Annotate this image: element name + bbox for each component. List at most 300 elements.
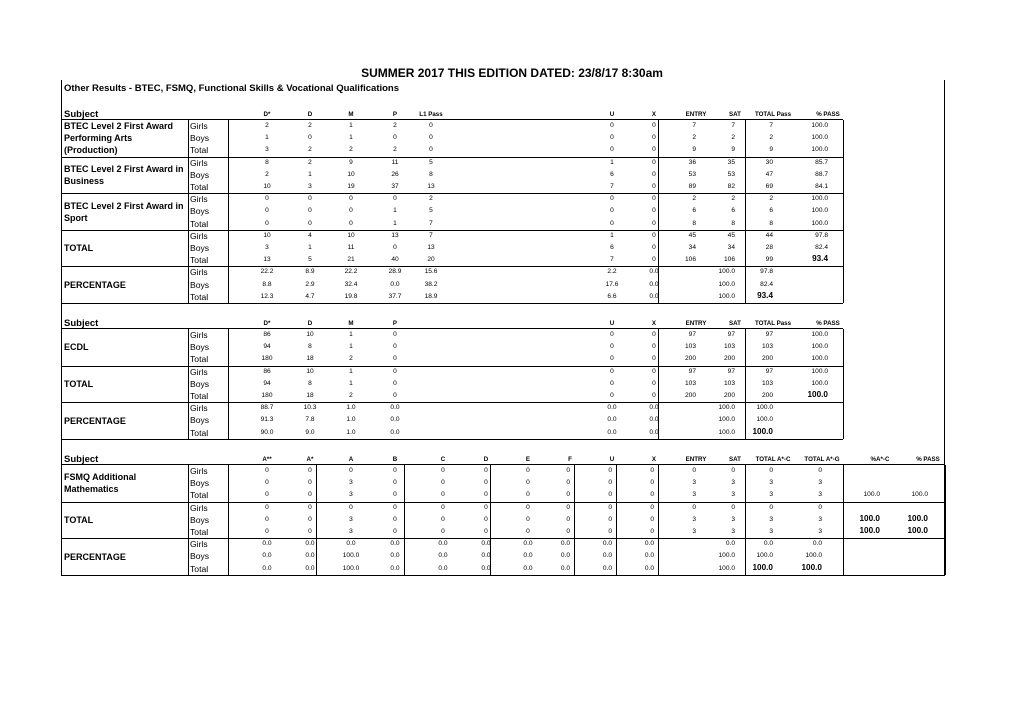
table-cell: 17.6: [605, 280, 619, 288]
table-cell: 0: [308, 219, 312, 227]
table-cell: 0.0: [390, 540, 400, 548]
table-cell: 0.0: [602, 540, 612, 548]
group-rule: [61, 575, 945, 576]
table-cell: 0: [608, 467, 612, 474]
table-cell: 0: [393, 331, 397, 338]
table-cell: 0: [652, 219, 656, 227]
table-cell: 5: [429, 207, 433, 215]
subject-label: ECDL: [64, 342, 89, 353]
column-header: D: [307, 320, 313, 327]
table-cell: 100.0: [718, 564, 735, 572]
table-cell: 100.0: [811, 207, 828, 215]
table-cell: 28.9: [388, 268, 402, 276]
table-cell: 103: [723, 343, 735, 351]
table-cell: 0: [393, 392, 397, 399]
table-cell: 0: [349, 219, 353, 227]
column-rule: [228, 329, 229, 366]
column-rule: [945, 465, 946, 502]
group-rule: [61, 366, 843, 367]
table-cell: 0: [652, 183, 656, 190]
table-cell: 100.0: [718, 280, 735, 288]
table-cell: 1.0: [346, 404, 356, 412]
table-cell: 7: [769, 122, 773, 129]
table-cell: 1: [610, 231, 614, 239]
table-cell: 3: [265, 244, 269, 251]
table-cell: 86: [263, 367, 271, 375]
table-cell: 0: [484, 491, 488, 499]
column-header: U: [609, 320, 615, 327]
table-cell: 0: [308, 467, 312, 474]
table-cell: 0: [610, 331, 614, 338]
row-label: Total: [190, 527, 209, 537]
table-cell: 0.0: [560, 564, 570, 572]
subject-label: TOTAL: [64, 378, 94, 389]
table-cell: 100.0: [805, 552, 822, 560]
table-cell: 35: [727, 158, 735, 166]
column-rule: [658, 329, 659, 366]
table-cell: 97.8: [815, 231, 828, 239]
group-rule: [61, 230, 843, 231]
row-label: Girls: [190, 403, 208, 414]
subject-label: TOTAL: [64, 514, 94, 525]
table-cell: 100.0: [752, 562, 773, 572]
section-header-rule: [61, 464, 945, 465]
table-cell: 0.0: [390, 280, 400, 288]
column-rule: [228, 465, 229, 502]
table-cell: 89: [688, 183, 696, 190]
table-cell: 0: [652, 146, 656, 154]
table-cell: 0.0: [763, 540, 773, 548]
row-label: Total: [190, 255, 209, 266]
column-rule: [945, 538, 946, 575]
table-cell: 100.0: [756, 552, 773, 560]
table-cell: 0.0: [481, 540, 491, 548]
table-cell: 103: [761, 379, 773, 387]
table-cell: 91.3: [260, 416, 274, 424]
table-cell: 0: [308, 528, 312, 535]
table-cell: 82.4: [760, 280, 773, 288]
table-cell: 0: [769, 467, 773, 474]
table-cell: 0: [610, 379, 614, 387]
column-rule: [843, 402, 844, 439]
row-label: Girls: [190, 121, 208, 131]
table-cell: 4.7: [305, 292, 315, 300]
table-cell: 2: [349, 355, 353, 363]
table-cell: 1.0: [346, 428, 356, 436]
table-cell: 0: [265, 219, 269, 227]
row-label: Total: [190, 490, 209, 501]
table-cell: 47: [765, 170, 773, 178]
table-cell: 9.0: [305, 428, 315, 436]
table-cell: 26: [391, 170, 399, 178]
table-cell: 0: [526, 479, 530, 487]
column-rule: [228, 193, 229, 230]
column-rule: [316, 502, 317, 539]
table-cell: 0: [308, 503, 312, 511]
column-rule: [745, 366, 746, 403]
column-header: D: [307, 111, 313, 118]
table-cell: 0: [393, 355, 397, 363]
table-cell: 0.0: [644, 564, 654, 572]
table-cell: 3: [769, 491, 773, 499]
table-cell: 0: [393, 491, 397, 499]
table-cell: 0.0: [649, 428, 659, 436]
table-cell: 0.0: [390, 428, 400, 436]
table-cell: 0.0: [523, 564, 533, 572]
group-rule: [61, 266, 843, 267]
table-cell: 103: [684, 343, 696, 351]
row-label: Total: [190, 145, 209, 156]
column-rule: [745, 329, 746, 366]
row-label: Boys: [190, 514, 210, 525]
table-cell: 100.0: [811, 355, 828, 363]
table-cell: 0: [650, 479, 654, 487]
column-header: X: [651, 320, 657, 327]
table-cell: 0: [652, 207, 656, 215]
column-rule: [228, 402, 229, 439]
column-rule: [658, 120, 659, 157]
table-cell: 0: [429, 122, 433, 129]
table-cell: 0: [441, 528, 445, 535]
row-label: Total: [190, 218, 209, 229]
column-header: SAT: [729, 320, 741, 327]
column-rule: [188, 329, 189, 366]
table-cell: 180: [261, 355, 273, 363]
table-cell: 3: [349, 515, 353, 523]
table-cell: 6: [610, 170, 614, 178]
table-cell: 9: [769, 146, 773, 154]
table-cell: 1: [349, 331, 353, 338]
table-cell: 100.0: [911, 491, 928, 499]
table-cell: 8: [265, 158, 269, 166]
table-cell: 0: [308, 134, 312, 142]
table-cell: 100.0: [811, 134, 828, 142]
table-cell: 0.0: [262, 564, 272, 572]
column-rule: [616, 465, 617, 502]
column-rule: [188, 502, 189, 539]
column-rule: [745, 193, 746, 230]
column-rule: [658, 366, 659, 403]
row-label: Girls: [190, 502, 208, 513]
table-cell: 7: [731, 122, 735, 129]
table-cell: 1: [393, 219, 397, 227]
row-label: Boys: [190, 378, 210, 389]
table-cell: 1: [349, 343, 353, 351]
table-cell: 0.0: [649, 268, 659, 276]
table-cell: 12.3: [260, 292, 274, 300]
table-cell: 0: [769, 503, 773, 511]
column-rule: [188, 230, 189, 267]
column-rule: [188, 193, 189, 230]
table-cell: 34: [688, 244, 696, 251]
table-cell: 0: [441, 467, 445, 474]
column-rule: [658, 402, 659, 439]
table-cell: 84.1: [815, 183, 828, 190]
table-cell: 200: [684, 392, 696, 399]
table-cell: 2: [769, 195, 773, 203]
column-header: % PASS: [916, 456, 940, 463]
column-header: SAT: [729, 456, 741, 463]
table-cell: 0: [393, 515, 397, 523]
table-cell: 0.0: [649, 404, 659, 412]
column-header: X: [651, 456, 657, 463]
table-cell: 0: [441, 515, 445, 523]
table-cell: 2: [349, 146, 353, 154]
column-header: A**: [262, 456, 272, 463]
column-header-subject: Subject: [64, 454, 99, 465]
table-cell: 3: [769, 479, 773, 487]
table-cell: 7: [610, 256, 614, 264]
table-cell: 100.0: [907, 526, 928, 535]
table-cell: 93.4: [812, 254, 828, 264]
table-cell: 3: [818, 479, 822, 487]
table-cell: 0: [566, 515, 570, 523]
table-cell: 0: [308, 479, 312, 487]
table-cell: 0.0: [262, 552, 272, 560]
table-cell: 100.0: [811, 146, 828, 154]
table-cell: 2: [265, 170, 269, 178]
table-cell: 9: [731, 146, 735, 154]
table-cell: 3: [692, 491, 696, 499]
row-label: Girls: [190, 539, 208, 550]
table-cell: 0: [349, 503, 353, 511]
table-cell: 3: [769, 528, 773, 535]
table-cell: 8.9: [305, 268, 315, 276]
table-cell: 0: [652, 392, 656, 399]
table-cell: 1: [349, 379, 353, 387]
table-cell: 0: [393, 195, 397, 203]
table-cell: 40: [391, 256, 399, 264]
column-header: TOTAL Pass: [754, 320, 792, 327]
table-cell: 0: [610, 367, 614, 375]
subject-label: TOTAL: [64, 243, 94, 254]
row-label: Boys: [190, 342, 210, 353]
table-cell: 0: [650, 467, 654, 474]
table-cell: 2: [692, 195, 696, 203]
table-cell: 0.0: [438, 540, 448, 548]
column-header: D*: [263, 320, 271, 327]
table-cell: 0: [429, 146, 433, 154]
table-cell: 1.0: [346, 416, 356, 424]
column-rule: [658, 193, 659, 230]
table-cell: 8: [769, 219, 773, 227]
table-cell: 1: [349, 122, 353, 129]
table-cell: 1: [265, 134, 269, 142]
table-cell: 106: [684, 256, 696, 264]
table-cell: 100.0: [801, 562, 822, 572]
table-cell: 18.9: [424, 292, 438, 300]
table-cell: 0: [308, 491, 312, 499]
column-rule: [843, 329, 844, 366]
table-cell: 30: [765, 158, 773, 166]
table-cell: 1: [308, 244, 312, 251]
table-cell: 0: [608, 503, 612, 511]
column-header-subject: Subject: [64, 318, 99, 329]
table-cell: 97: [727, 367, 735, 375]
table-cell: 2: [308, 146, 312, 154]
table-cell: 6.6: [607, 292, 617, 300]
table-cell: 0: [265, 195, 269, 203]
column-header: % PASS: [816, 320, 840, 327]
column-rule: [188, 266, 189, 303]
table-cell: 0: [652, 343, 656, 351]
table-cell: 2: [393, 122, 397, 129]
row-label: Boys: [190, 243, 210, 253]
table-cell: 0.0: [390, 404, 400, 412]
table-cell: 19.8: [344, 292, 358, 300]
table-cell: 0: [692, 503, 696, 511]
table-cell: 0.0: [438, 564, 448, 572]
column-rule: [316, 538, 317, 575]
table-cell: 5: [429, 158, 433, 166]
table-cell: 200: [761, 355, 773, 363]
table-cell: 22.2: [344, 268, 358, 276]
column-rule: [658, 465, 659, 502]
table-cell: 0: [650, 515, 654, 523]
column-rule: [945, 502, 946, 539]
table-cell: 0: [610, 355, 614, 363]
column-header-subject: Subject: [64, 109, 99, 120]
table-cell: 0: [265, 515, 269, 523]
table-cell: 10: [263, 231, 271, 239]
table-cell: 0: [265, 503, 269, 511]
table-cell: 100.0: [718, 292, 735, 300]
table-cell: 4: [308, 231, 312, 239]
page-title: SUMMER 2017 THIS EDITION DATED: 23/8/17 8:30am: [361, 66, 663, 80]
table-cell: 0: [610, 219, 614, 227]
table-cell: 0: [652, 231, 656, 239]
column-rule: [843, 266, 844, 303]
table-cell: 97: [688, 331, 696, 338]
table-cell: 3: [818, 528, 822, 535]
table-cell: 200: [723, 392, 735, 399]
column-header: TOTAL A*-G: [804, 456, 840, 463]
column-rule: [228, 502, 229, 539]
row-label: Boys: [190, 206, 210, 217]
column-header: SAT: [729, 111, 741, 118]
table-cell: 100.0: [718, 552, 735, 560]
row-label: Boys: [190, 279, 210, 290]
table-cell: 0.0: [390, 564, 400, 572]
table-cell: 21: [347, 256, 355, 264]
table-cell: 1: [308, 170, 312, 178]
row-label: Total: [190, 427, 209, 438]
column-header: TOTAL Pass: [754, 111, 792, 118]
table-cell: 0.0: [725, 540, 735, 548]
table-cell: 9: [692, 146, 696, 154]
table-cell: 34: [727, 244, 735, 251]
page-subtitle: Other Results - BTEC, FSMQ, Functional Skills & Vocational Qualifications: [64, 83, 400, 94]
table-cell: 8: [429, 170, 433, 178]
column-rule: [843, 366, 844, 403]
column-rule: [658, 266, 659, 303]
table-cell: 0: [652, 331, 656, 338]
column-rule: [658, 157, 659, 194]
subject-label: PERCENTAGE: [64, 551, 126, 562]
table-cell: 28: [765, 244, 773, 251]
column-rule: [404, 465, 405, 502]
table-cell: 180: [261, 392, 273, 399]
column-header: P: [392, 111, 398, 118]
table-cell: 106: [723, 256, 735, 264]
column-rule: [745, 230, 746, 267]
table-cell: 1: [349, 367, 353, 375]
table-cell: 0.0: [649, 280, 659, 288]
table-cell: 0: [526, 503, 530, 511]
table-cell: 0: [652, 158, 656, 166]
table-cell: 0.0: [481, 564, 491, 572]
table-cell: 22.2: [260, 268, 274, 276]
table-cell: 10: [263, 183, 271, 190]
table-cell: 3: [818, 515, 822, 523]
table-cell: 6: [731, 207, 735, 215]
row-label: Boys: [190, 478, 210, 489]
row-label: Total: [190, 391, 209, 401]
table-cell: 7: [429, 231, 433, 239]
column-rule: [228, 366, 229, 403]
table-cell: 0: [393, 503, 397, 511]
table-cell: 0.0: [649, 416, 659, 424]
column-rule: [188, 366, 189, 403]
table-cell: 7: [692, 122, 696, 129]
table-cell: 3: [731, 515, 735, 523]
column-header: M: [348, 111, 354, 118]
table-cell: 53: [727, 170, 735, 178]
table-cell: 0: [265, 528, 269, 535]
table-cell: 13: [391, 231, 399, 239]
table-cell: 3: [818, 491, 822, 499]
table-cell: 0.0: [812, 540, 822, 548]
table-cell: 10: [347, 231, 355, 239]
table-cell: 0.0: [523, 552, 533, 560]
table-cell: 200: [723, 355, 735, 363]
column-header: TOTAL A*-C: [755, 456, 791, 463]
column-header: ENTRY: [685, 111, 707, 118]
table-cell: 200: [761, 392, 773, 399]
table-cell: 0: [610, 134, 614, 142]
table-cell: 3: [692, 479, 696, 487]
column-rule: [843, 157, 844, 194]
column-rule: [404, 538, 405, 575]
table-cell: 0.0: [602, 552, 612, 560]
table-cell: 10: [306, 331, 314, 338]
table-cell: 2: [265, 122, 269, 129]
table-cell: 0: [393, 343, 397, 351]
column-header: U: [609, 456, 615, 463]
table-cell: 100.0: [756, 416, 773, 424]
table-cell: 3: [731, 528, 735, 535]
table-cell: 6: [610, 244, 614, 251]
table-cell: 15.6: [424, 268, 438, 276]
table-cell: 0: [393, 367, 397, 375]
column-header: ENTRY: [685, 456, 707, 463]
table-cell: 100.0: [811, 195, 828, 203]
column-header: F: [568, 456, 572, 463]
table-cell: 97: [765, 331, 773, 338]
table-cell: 0: [393, 528, 397, 535]
table-cell: 0.0: [607, 404, 617, 412]
row-label: Girls: [190, 230, 208, 241]
table-cell: 0: [608, 515, 612, 523]
table-cell: 8.8: [262, 280, 272, 288]
column-header: E: [525, 456, 531, 463]
table-cell: 8: [692, 219, 696, 227]
table-cell: 100.0: [863, 491, 880, 499]
column-header: ENTRY: [685, 320, 707, 327]
table-cell: 93.4: [757, 290, 773, 300]
column-rule: [228, 157, 229, 194]
table-cell: 88.7: [815, 170, 828, 178]
